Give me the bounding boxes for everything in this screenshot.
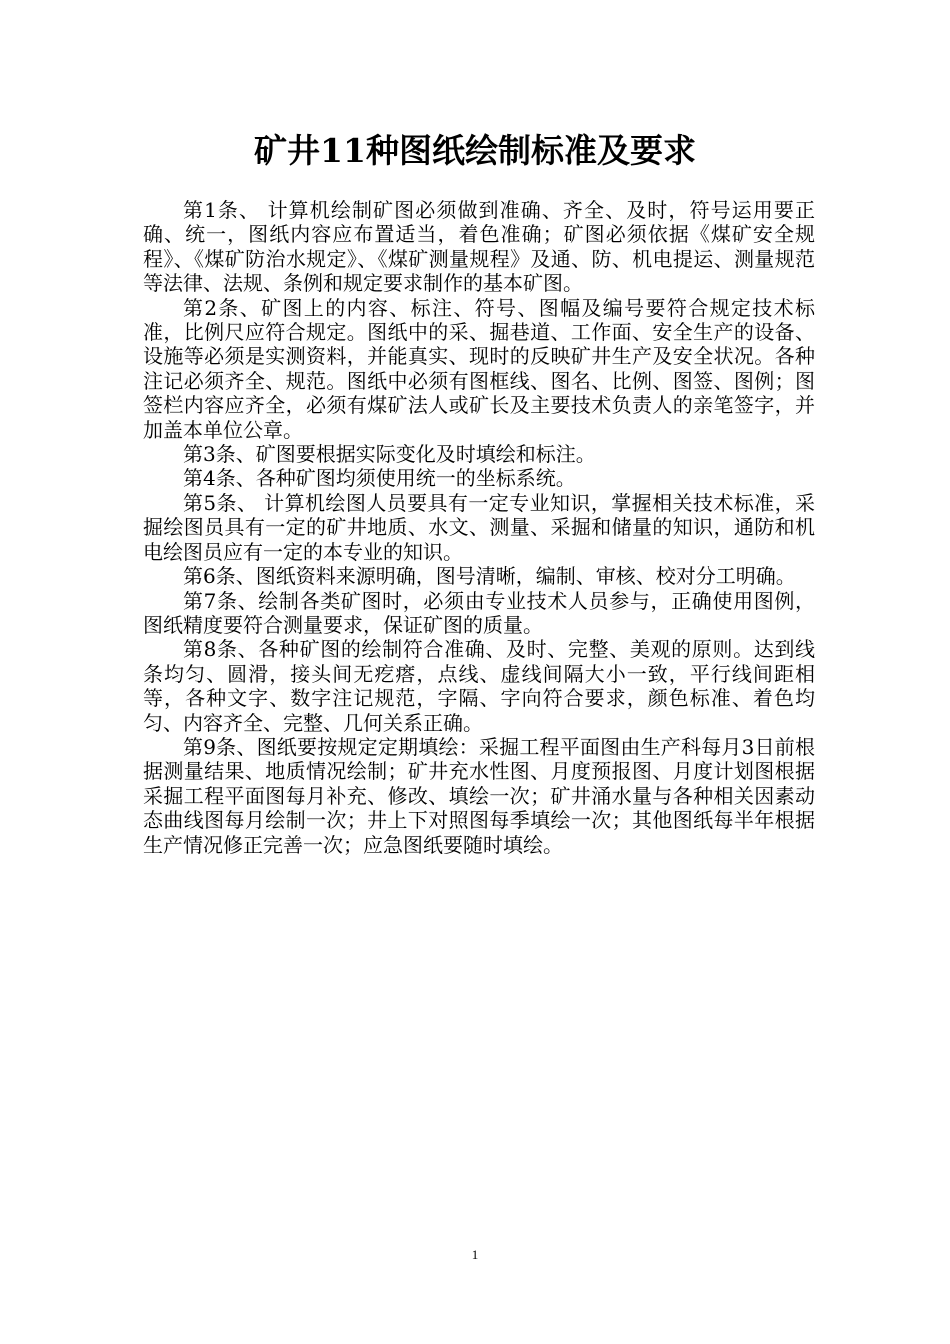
- article-9: 第9条、图纸要按规定定期填绘：采掘工程平面图由生产科每月3日前根据测量结果、地质情况绘制；矿井充水性图、月度预报图、月度计划图根据采掘工程平面图每月补充、修改、填绘一次；矿井涌水量与各种相关因素动态曲线图每月绘制一次；井上下对照图每季填绘一次；其他图纸每半年根据生产情况修正完善一次；应急图纸要随时填绘。: [143, 734, 815, 857]
- page-number: 1: [471, 1247, 479, 1262]
- article-6: 第6条、图纸资料来源明确，图号清晰，编制、审核、校对分工明确。: [183, 564, 796, 589]
- article-1: 第1条、 计算机绘制矿图必须做到准确、齐全、及时，符号运用要正确、统一，图纸内容应布置适当，着色准确；矿图必须依据《煤矿安全规程》、《煤矿防治水规定》、《煤矿测量规程》及通、防、机电提运、测量规范等法律、法规、条例和规定要求制作的基本矿图。: [143, 198, 815, 296]
- article-7: 第7条、绘制各类矿图时，必须由专业技术人员参与，正确使用图例，图纸精度要符合测量要求，保证矿图的质量。: [143, 588, 815, 637]
- document-body: [143, 198, 815, 857]
- article-8: 第8条、各种矿图的绘制符合准确、及时、完整、美观的原则。达到线条均匀、圆滑，接头间无疙瘩，点线、虚线间隔大小一致，平行线间距相等，各种文字、数字注记规范，字隔、字向符合要求，颜色标准、着色均匀、内容齐全、完整、几何关系正确。: [143, 637, 815, 735]
- article-2: 第2条、矿图上的内容、标注、符号、图幅及编号要符合规定技术标准，比例尺应符合规定。图纸中的采、掘巷道、工作面、安全生产的设备、设施等必须是实测资料，并能真实、现时的反映矿井生产及安全状况。各种注记必须齐全、规范。图纸中必须有图框线、图名、比例、图签、图例；图签栏内容应齐全，必须有煤矿法人或矿长及主要技术负责人的亲笔签字，并加盖本单位公章。: [143, 295, 815, 442]
- article-5: 第5条、 计算机绘图人员要具有一定专业知识，掌握相关技术标准，采掘绘图员具有一定的矿井地质、水文、测量、采掘和储量的知识，通防和机电绘图员应有一定的本专业的知识。: [143, 490, 815, 564]
- article-4: 第4条、各种矿图均须使用统一的坐标系统。: [183, 466, 576, 491]
- document-title: 矿井11种图纸绘制标准及要求: [254, 131, 696, 170]
- article-3: 第3条、矿图要根据实际变化及时填绘和标注。: [183, 442, 596, 467]
